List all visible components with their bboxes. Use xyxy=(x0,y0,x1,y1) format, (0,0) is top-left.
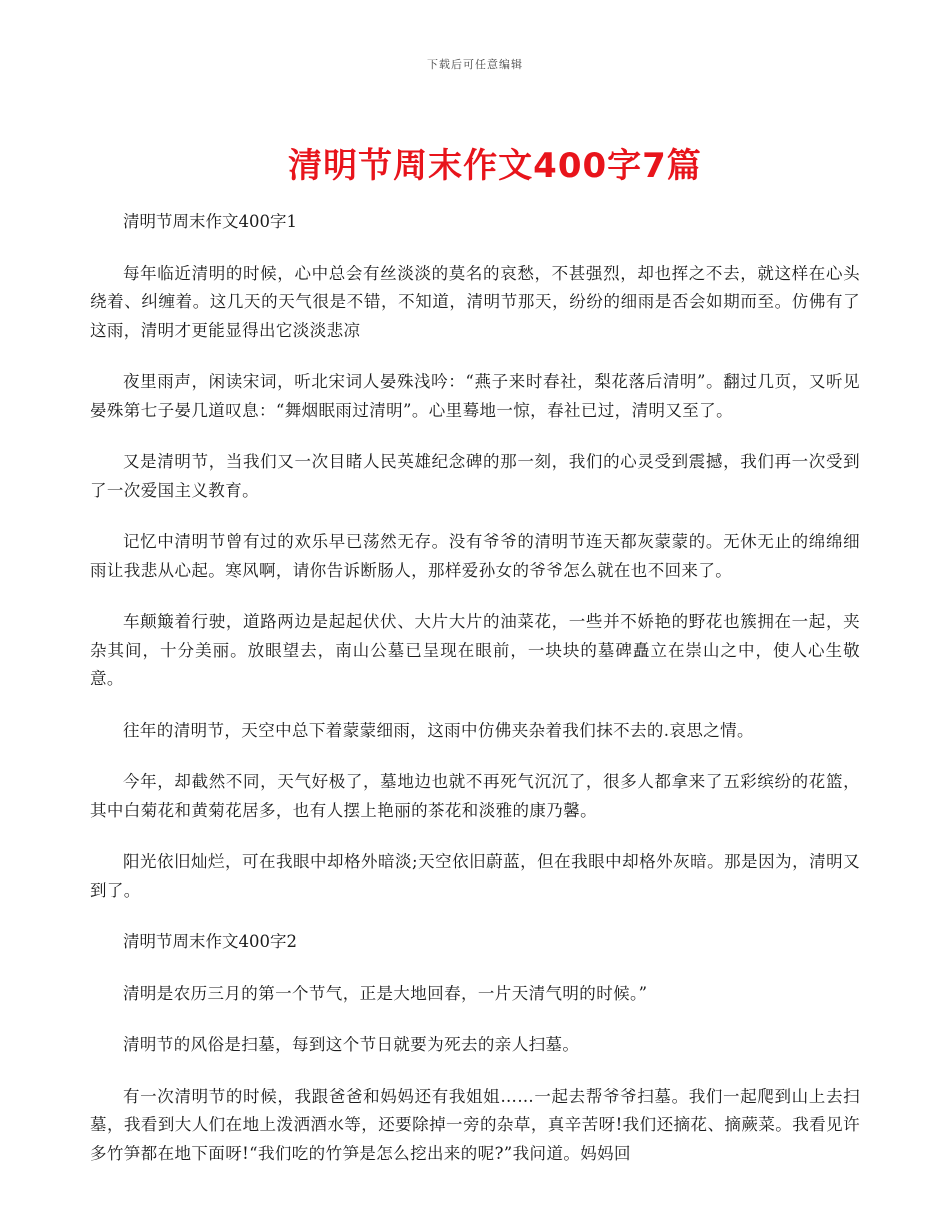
section-heading-1: 清明节周末作文400字1 xyxy=(123,212,297,231)
document-body xyxy=(90,208,860,1191)
paragraph: 记忆中清明节曾有过的欢乐早已荡然无存。没有爷爷的清明节连天都灰蒙蒙的。无休无止的绵绵细雨让我悲从心起。寒风啊，请你告诉断肠人，那样爱孙女的爷爷怎么就在也不回来了。 xyxy=(90,532,860,580)
header-note: 下载后可任意编辑 xyxy=(427,58,523,71)
paragraph: 阳光依旧灿烂，可在我眼中却格外暗淡;天空依旧蔚蓝，但在我眼中却格外灰暗。那是因为，清明又到了。 xyxy=(90,852,860,900)
paragraph: 夜里雨声，闲读宋词，听北宋词人晏殊浅吟：“燕子来时春社，梨花落后清明”。翻过几页，又听见晏殊第七子晏几道叹息：“舞烟眠雨过清明”。心里蓦地一惊，春社已过，清明又至了。 xyxy=(90,372,860,420)
paragraph: 今年，却截然不同，天气好极了，墓地边也就不再死气沉沉了，很多人都拿来了五彩缤纷的花篮，其中白菊花和黄菊花居多，也有人摆上艳丽的茶花和淡雅的康乃馨。 xyxy=(90,772,860,820)
paragraph: 往年的清明节，天空中总下着蒙蒙细雨，这雨中仿佛夹杂着我们抹不去的.哀思之情。 xyxy=(123,720,754,740)
paragraph: 有一次清明节的时候，我跟爸爸和妈妈还有我姐姐……一起去帮爷爷扫墓。我们一起爬到山上去扫墓，我看到大人们在地上泼洒酒水等，还要除掉一旁的杂草，真辛苦呀!我们还摘花、摘蕨菜。我看见许多竹笋都在地下面呀!“我们吃的竹笋是怎么挖出来的呢?”我问道。妈妈回 xyxy=(90,1086,860,1163)
paragraph: 清明是农历三月的第一个节气，正是大地回春，一片天清气明的时候。” xyxy=(123,983,648,1003)
paragraph: 清明节的风俗是扫墓，每到这个节日就要为死去的亲人扫墓。 xyxy=(123,1035,580,1054)
paragraph: 车颠簸着行驶，道路两边是起起伏伏、大片大片的油菜花，一些并不娇艳的野花也簇拥在一起，夹杂其间，十分美丽。放眼望去，南山公墓已呈现在眼前，一块块的墓碑矗立在崇山之中，使人心生敬意。 xyxy=(90,612,860,688)
section-heading-2: 清明节周末作文400字2 xyxy=(123,932,297,951)
paragraph: 每年临近清明的时候，心中总会有丝淡淡的莫名的哀愁，不甚强烈，却也挥之不去，就这样在心头绕着、纠缠着。这几天的天气很是不错，不知道，清明节那天，纷纷的细雨是否会如期而至。仿佛有了这雨，清明才更能显得出它淡淡悲凉 xyxy=(90,263,860,340)
paragraph: 又是清明节，当我们又一次目睹人民英雄纪念碑的那一刻，我们的心灵受到震撼，我们再一次受到了一次爱国主义教育。 xyxy=(90,452,860,500)
document-title: 清明节周末作文400字7篇 xyxy=(288,146,702,186)
